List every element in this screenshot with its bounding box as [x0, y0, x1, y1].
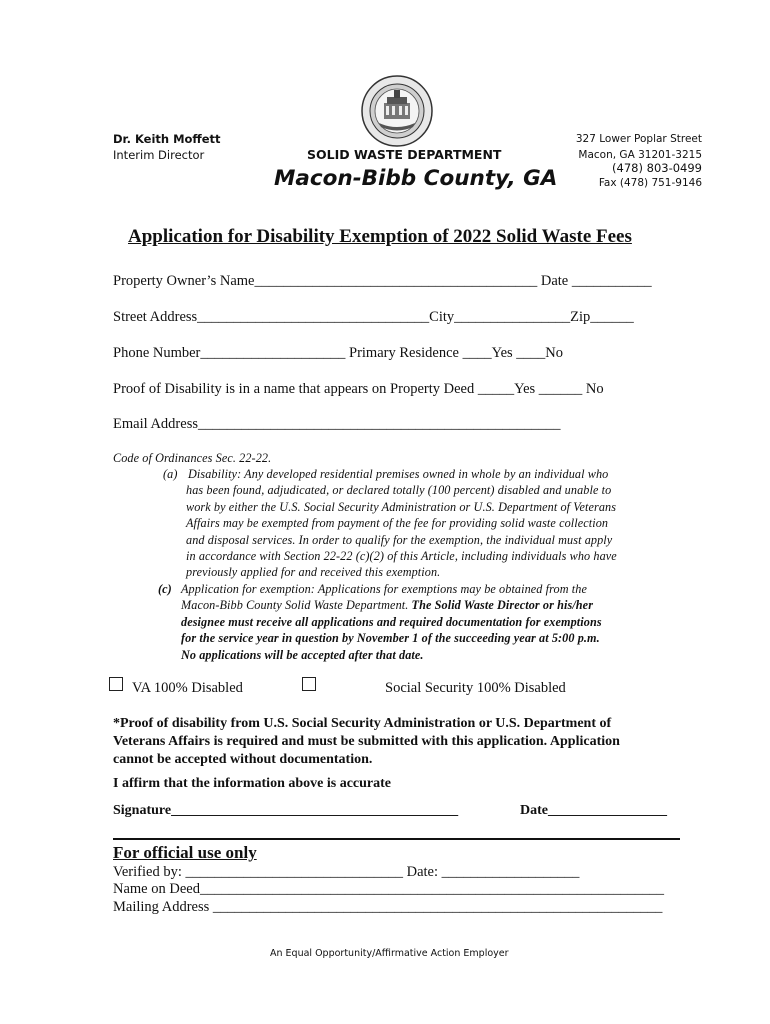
address-line2: Macon, GA 31201-3215: [578, 149, 702, 161]
signature-field[interactable]: Signature_________________________________________: [113, 803, 459, 818]
code-c-line: for the service year in question by November 1 of the succeeding year at 5:00 p.m.: [181, 631, 600, 646]
proof-deed-field[interactable]: Proof of Disability is in a name that appears on Property Deed _____Yes ______ No: [113, 381, 604, 397]
street-address-field[interactable]: Street Address________________________________City________________Zip______: [113, 309, 634, 325]
director-title: Interim Director: [113, 148, 205, 162]
code-c-line: No applications will be accepted after that date.: [181, 647, 424, 662]
code-item-c: [181, 581, 681, 663]
code-c-line: designee must receive all applications and required documentation for exemptions: [181, 614, 602, 629]
phone-residence-field[interactable]: Phone Number____________________ Primary Residence ____Yes ____No: [113, 345, 564, 361]
code-heading: Code of Ordinances Sec. 22-22.: [113, 451, 272, 465]
ss-disabled-label: Social Security 100% Disabled: [385, 680, 566, 696]
code-a-line: work by either the U.S. Social Security Administration or U.S. Department of Veterans: [186, 499, 617, 514]
code-item-a: [188, 466, 680, 581]
code-item-a-label: (a): [163, 467, 178, 481]
va-disabled-label: VA 100% Disabled: [132, 680, 243, 696]
fax-number: Fax (478) 751-9146: [598, 177, 702, 189]
form-title: Application for Disability Exemption of 2022 Solid Waste Fees: [128, 226, 632, 247]
address-line1: 327 Lower Poplar Street: [575, 133, 702, 145]
county-seal-logo: [361, 75, 433, 147]
affirm-statement: I affirm that the information above is accurate: [113, 776, 392, 791]
verified-by-field[interactable]: Verified by: ______________________________ Date: ___________________: [113, 864, 580, 880]
footer-eoe: An Equal Opportunity/Affirmative Action Employer: [270, 948, 509, 959]
section-divider: [113, 838, 680, 840]
code-a-line: Disability: Any developed residential premises owned in whole by an individual who: [188, 467, 609, 481]
code-c-line: [181, 597, 681, 613]
code-a-line: previously applied for and received this exemption.: [186, 565, 441, 580]
official-use-heading: For official use only: [113, 843, 257, 862]
mailing-address-field[interactable]: Mailing Address ______________________________________________________________: [113, 899, 663, 915]
proof-notice-line: *Proof of disability from U.S. Social Security Administration or U.S. Department of: [113, 716, 612, 731]
director-name: Dr. Keith Moffett: [113, 132, 221, 146]
phone-number: (478) 803-0499: [612, 161, 702, 175]
code-a-line: in accordance with Section 22-22 (c)(2) of this Article, including individuals who have: [186, 549, 617, 564]
code-c-line: Application for exemption: Applications for exemptions may be obtained from the: [181, 582, 587, 596]
proof-notice-line: Veterans Affairs is required and must be submitted with this application. Application: [113, 734, 620, 749]
code-a-line: Affairs may be exempted from payment of the fee for providing solid waste collection: [186, 516, 609, 531]
ss-disabled-checkbox[interactable]: [302, 677, 316, 691]
name-on-deed-field[interactable]: Name on Deed________________________________________________________________: [113, 881, 664, 897]
department-name: SOLID WASTE DEPARTMENT: [307, 147, 502, 162]
code-c-plain: Macon-Bibb County Solid Waste Department.: [181, 598, 409, 613]
proof-notice-line: cannot be accepted without documentation.: [113, 752, 373, 767]
signature-date-field[interactable]: Date_________________: [520, 803, 667, 818]
code-c-bold: The Solid Waste Director or his/her: [408, 598, 594, 613]
owner-name-field[interactable]: Property Owner’s Name_______________________________________ Date ___________: [113, 273, 652, 289]
code-a-line: and disposal services. In order to qualify for the exemption, the individual must apply: [186, 532, 613, 547]
va-disabled-checkbox[interactable]: [109, 677, 123, 691]
email-field[interactable]: Email Address__________________________________________________: [113, 416, 561, 432]
code-item-c-label: (c): [158, 582, 172, 596]
proof-notice: [113, 715, 620, 769]
county-name: Macon-Bibb County, GA: [274, 166, 558, 191]
code-a-line: has been found, adjudicated, or declared totally (100 percent) disabled and unable to: [186, 483, 612, 498]
